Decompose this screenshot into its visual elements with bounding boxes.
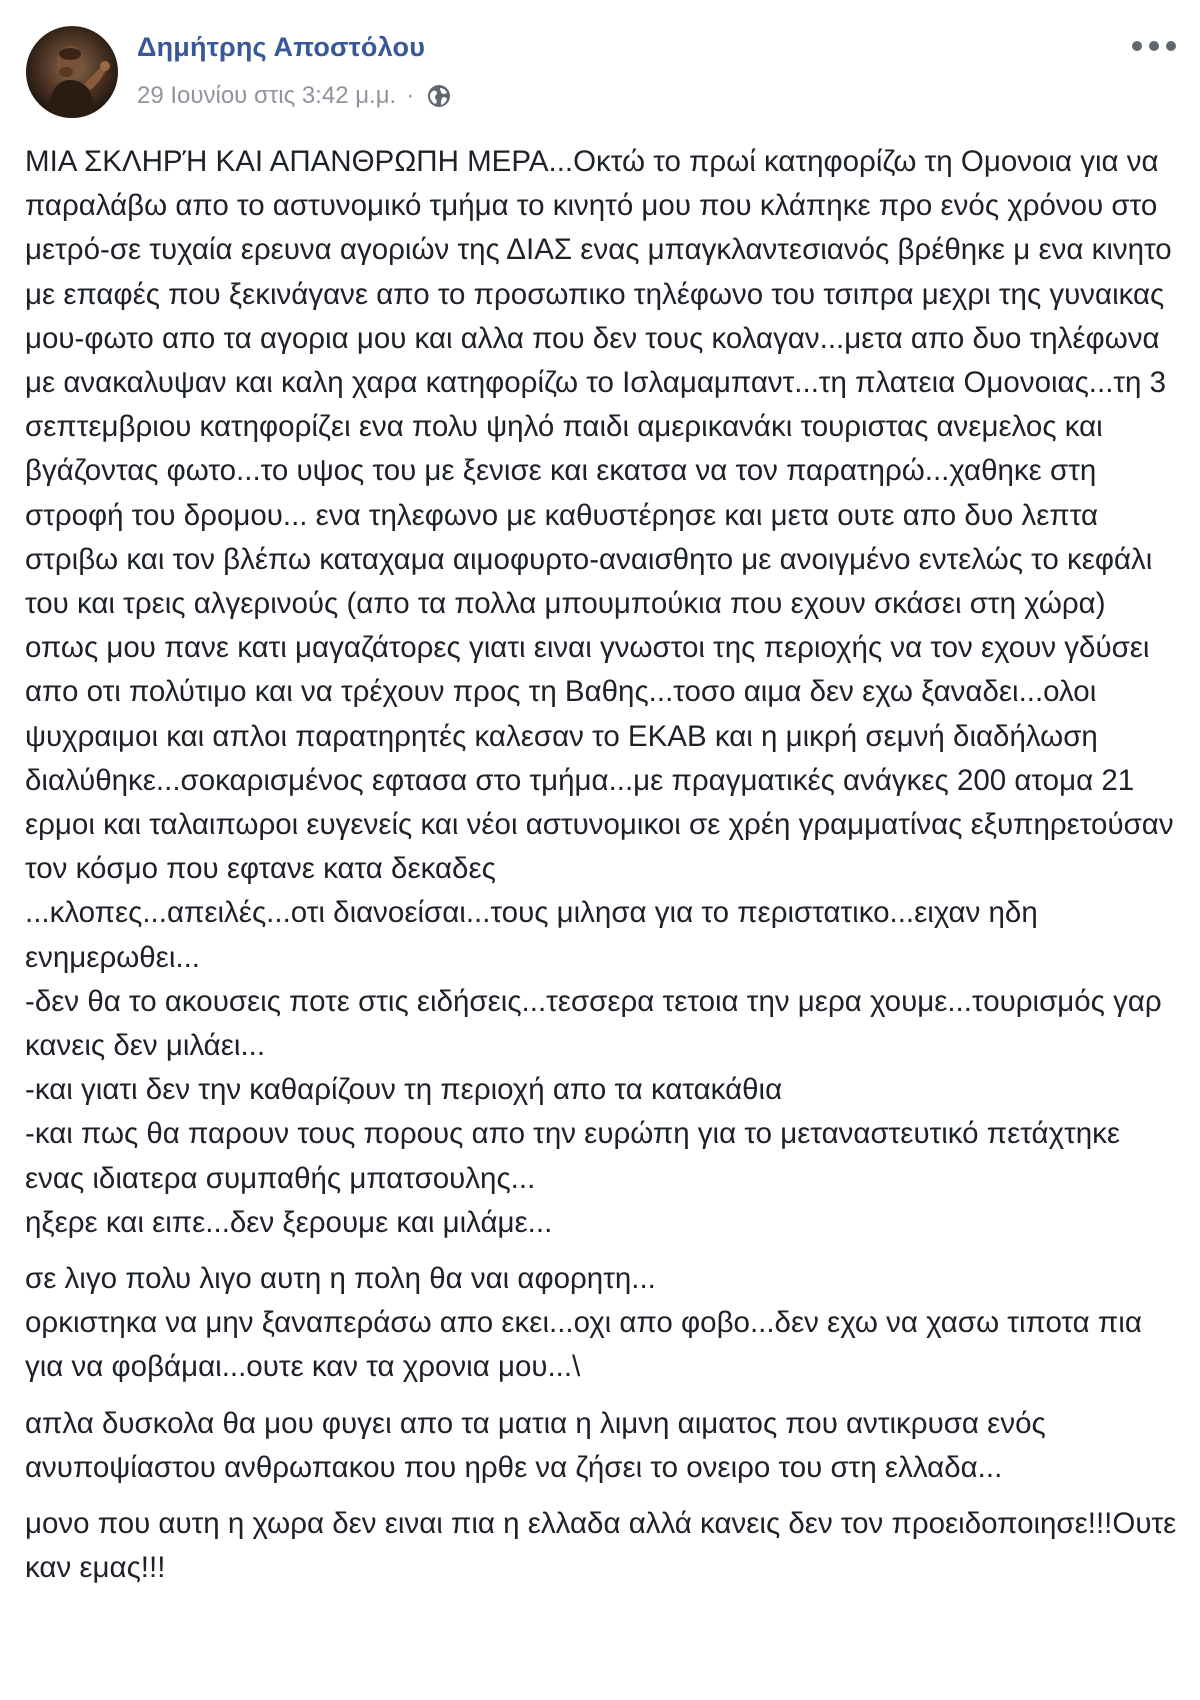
avatar-photo <box>26 26 118 118</box>
more-options-icon[interactable] <box>1132 34 1176 58</box>
post-timestamp[interactable]: 29 Ιουνίου στις 3:42 μ.μ. <box>137 82 397 109</box>
post-paragraph: ΜΙΑ ΣΚΛΗΡΉ ΚΑΙ ΑΠΑΝΘΡΩΠΗ ΜΕΡΑ...Οκτώ το πρωί κατηφορίζω τη Ομονοια για να παραλάβω απο το αστυνομικό τμήμα το κινητό μου που κλάπηκε προ ενός χρόνου στο μετρό-σε τυχαία ερευνα αγοριών της ΔΙΑΣ ενας μπαγκλαντεσιανός βρέθηκε μ ενα κινητο με επαφές που ξεκινάγανε απο το προσωπικο τηλέφωνο του τσιπρα μεχρι της γυναικας μου-φωτο απο τα αγορια μου και αλλα που δεν τους κολαγαν...μετα απο δυο τηλέφωνα με ανακαλυψαν και καλη χαρα κατηφορίζω το Ισλαμαμπαντ...τη πλατεια Ομονοιας...τη 3 σεπτεμβριου κατηφορίζει ενα πολυ ψηλό παιδι αμερικανάκι τουριστας ανεμελος και βγάζοντας φωτο...το υψος του με ξενισε και εκατσα να τον παρατηρώ...χαθηκε στη στροφή του δρομου... ενα τηλεφωνο με καθυστέρησε και μετα ουτε απο δυο λεπτα στριβω και τον βλέπω καταχαμα αιμοφυρτο-αναισθητο με ανοιγμένο εντελώς το κεφάλι του και τρεις αλγερινούς (απο τα πολλα μπουμπούκια που εχουν σκάσει στη χώρα) οπως μου πανε κατι μαγαζάτορες γιατι ειναι γνωστοι της περιοχής να τον εχουν γδύσει απο οτι πολύτιμο και να τρέχουν προς τη Βαθης...τοσο αιμα δεν εχω ξαναδει...ολοι ψυχραιμοι και απλοι παρατηρητές καλεσαν το ΕΚΑΒ και η μικρή σεμνή διαδήλωση διαλύθηκε...σοκαρισμένος εφτασα στο τμήμα...με πραγματικές ανάγκες 200 ατομα 21 ερμοι και ταλαιπωροι ευγενείς και νέοι αστυνομικοι σε χρέη γραμματίνας εξυπηρετούσαν τον κόσμο που εφτανε κατα δεκαδες ...κλοπες...απειλές...οτι διανοείσαι...τους μιλησα για το περιστατικο...ειχαν ηδη ενημερωθει... -δεν θα το ακουσεις ποτε στις ειδήσεις...τεσσερα τετοια την μερα χουμε...τουρισμός γαρ κανεις δεν μιλάει... -και γιατι δεν την καθαρίζουν τη περιοχή απο τα κατακάθια -και πως θα παρουν τους πορους απο την ευρώπη για το μεταναστευτικό πετάχτηκε ενας ιδιατερα συμπαθής μπατσουλης... ηξερε και ειπε...δεν ξερουμε και μιλάμε... <box>25 145 1174 1239</box>
more-dot <box>1149 41 1159 51</box>
post-paragraph: απλα δυσκολα θα μου φυγει απο τα ματια η λιμνη αιματος που αντικρυσα ενός ανυποψίαστου ανθρωπακου που ηρθε να ζήσει το ονειρο του στη ελλαδα... <box>25 1406 1046 1484</box>
more-dot <box>1132 41 1142 51</box>
post-meta <box>137 82 452 110</box>
post-text <box>25 140 1182 1591</box>
author-name[interactable]: Δημήτρης Αποστόλου <box>137 32 426 62</box>
avatar[interactable] <box>26 26 118 118</box>
more-dot <box>1166 41 1176 51</box>
meta-separator: · <box>406 82 415 109</box>
globe-icon[interactable] <box>426 83 452 109</box>
post-paragraph: μονο που αυτη η χωρα δεν ειναι πια η ελλαδα αλλά κανεις δεν τον προειδοποιησε!!!Ουτε καν εμας!!! <box>25 1507 1177 1585</box>
post-paragraph: σε λιγο πολυ λιγο αυτη η πολη θα ναι αφορητη... ορκιστηκα να μην ξαναπεράσω απο εκει...οχι απο φοβο...δεν εχω να χασω τιποτα πια για να φοβάμαι...ουτε καν τα χρονια μου...\ <box>25 1262 1142 1384</box>
